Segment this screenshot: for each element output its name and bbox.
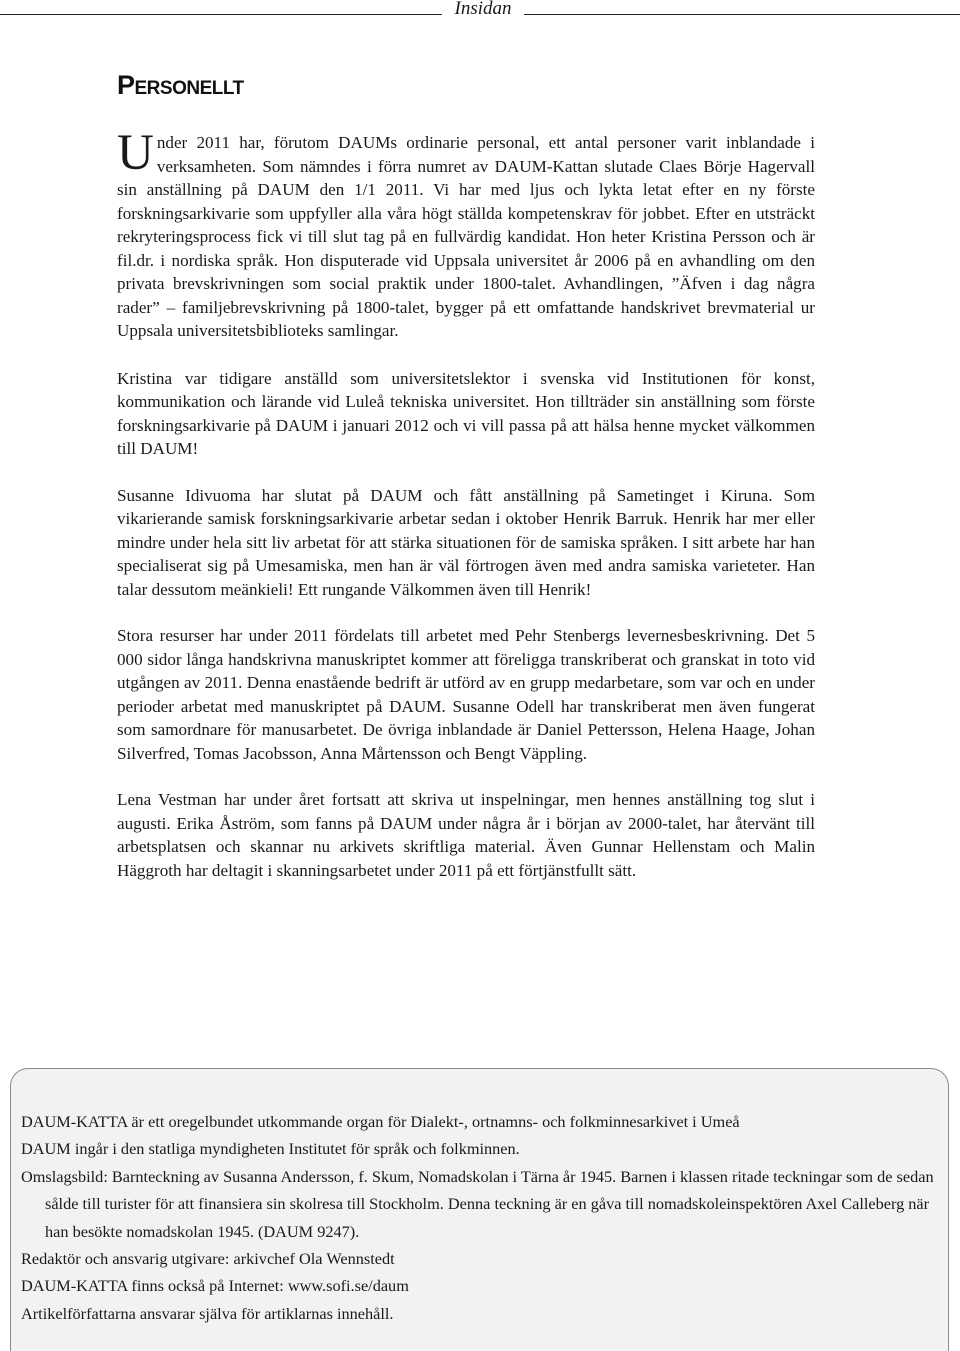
colophon-cover-credit: Omslagsbild: Barnteckning av Susanna Andersson, f. Skum, Nomadskolan i Tärna år 1945. Barnen i klassen ritade teckningar som de sedan sålde till turister för att finansiera sin skolresa till Stockholm. Denna teckning är en gåva till nomadskoleinspektören Axel Calleberg när han besökte nomadskolan 1945. (DAUM 9247).: [21, 1166, 934, 1241]
colophon-disclaimer: Artikelförfattarna ansvarar själva för artiklarnas innehåll.: [21, 1303, 394, 1323]
header-rule-left: [0, 14, 442, 15]
drop-cap: U: [117, 125, 154, 181]
header-rule-right: [524, 14, 960, 15]
article-paragraph-5: Lena Vestman har under året fortsatt att skriva ut inspelningar, men hennes anställning tog slut i augusti. Erika Åström, som fanns på DAUM under några år i början av 2000-talet, har återvänt till arbetsplatsen och skannar nu arkivets skriftliga material. Även Gunnar Hellenstam och Malin Häggroth har deltagit i skanningsarbetet under 2011 på ett förtjänstfullt sätt.: [117, 790, 815, 880]
colophon-editor: Redaktör och ansvarig utgivare: arkivchef Ola Wennstedt: [21, 1249, 395, 1269]
colophon-agency: DAUM ingår i den statliga myndigheten Institutet för språk och folkminnen.: [21, 1139, 520, 1159]
section-label: Insidan: [454, 0, 512, 19]
colophon-box: [10, 1068, 949, 1351]
article-body: [117, 125, 815, 905]
article-paragraph-2: Kristina var tidigare anställd som universitetslektor i svenska vid Institutionen för konst, kommunikation och lärande vid Luleå tekniska universitet. Hon tillträder sin anställning som förste forskningsarkivarie på DAUM i januari 2012 och vi vill passa på att hälsa henne mycket välkommen till DAUM!: [117, 368, 815, 458]
colophon-publisher: DAUM-KATTA är ett oregelbundet utkommande organ för Dialekt-, ortnamns- och folkminnesarkivet i Umeå: [21, 1112, 740, 1131]
article-paragraph-4: Stora resurser har under 2011 fördelats till arbetet med Pehr Stenbergs levernesbeskrivning. Det 5 000 sidor långa handskrivna manuskriptet kommer att föreligga transkriberat och granskat in toto vid utgången av 2011. Denna enastående bedrift är utförd av en grupp medarbetare, som var och en under perioder arbetat med manuskriptet på DAUM. Susanne Odell har transkriberat men även fungerat som samordnare för manusarbetet. De övriga inblandade är Daniel Pettersson, Helena Haage, Johan Silverfred, Tomas Jacobsson, Anna Mårtensson och Bengt Väppling.: [117, 626, 815, 763]
colophon-internet: DAUM-KATTA finns också på Internet: www.sofi.se/daum: [21, 1276, 409, 1296]
article-paragraph-3: Susanne Idivuoma har slutat på DAUM och fått anställning på Sametinget i Kiruna. Som vikarierande samisk forskningsarkivarie arbetar sedan i oktober Henrik Barruk. Henrik har mer eller mindre under hela sitt liv arbetat för att stärka situationen för de samiska språken. I sitt arbete har han specialiserat sig på Umesamiska, men han är väl förtrogen även med andra samiska varieteter. Han talar dessutom meänkieli! Ett rungande Välkommen även till Henrik!: [117, 485, 815, 599]
paragraph-text: nder 2011 har, förutom DAUMs ordinarie personal, ett antal personer varit inblandade i verksamheten. Som nämndes i förra numret av DAUM-Kattan slutade Claes Börje Hagervall sin anställning på DAUM den 1/1 2011. Vi har med ljus och lykta letat efter en ny förste forskningsarkivarie som uppfyller alla våra högt ställda kompetenskrav för jobbet. Efter en utsträckt rekryteringsprocess fick vi till slut tag på en fullvärdig kandidat. Hon heter Kristina Persson och är fil.dr. i nordiska språk. Hon disputerade vid Uppsala universitet år 2006 på en avhandling om den privata brevskrivningen som social praktik under 1800-talet. Avhandlingen, ”Äfven i dag några rader” – familjebrevskrivning på 1800-talet, bygger på ett omfattande handskrivet brevmaterial ur Uppsala universitetsbiblioteks samlingar.: [117, 133, 815, 340]
page-title: Personellt: [117, 70, 244, 100]
article-paragraph-1: [117, 125, 815, 343]
running-header: [0, 0, 960, 26]
